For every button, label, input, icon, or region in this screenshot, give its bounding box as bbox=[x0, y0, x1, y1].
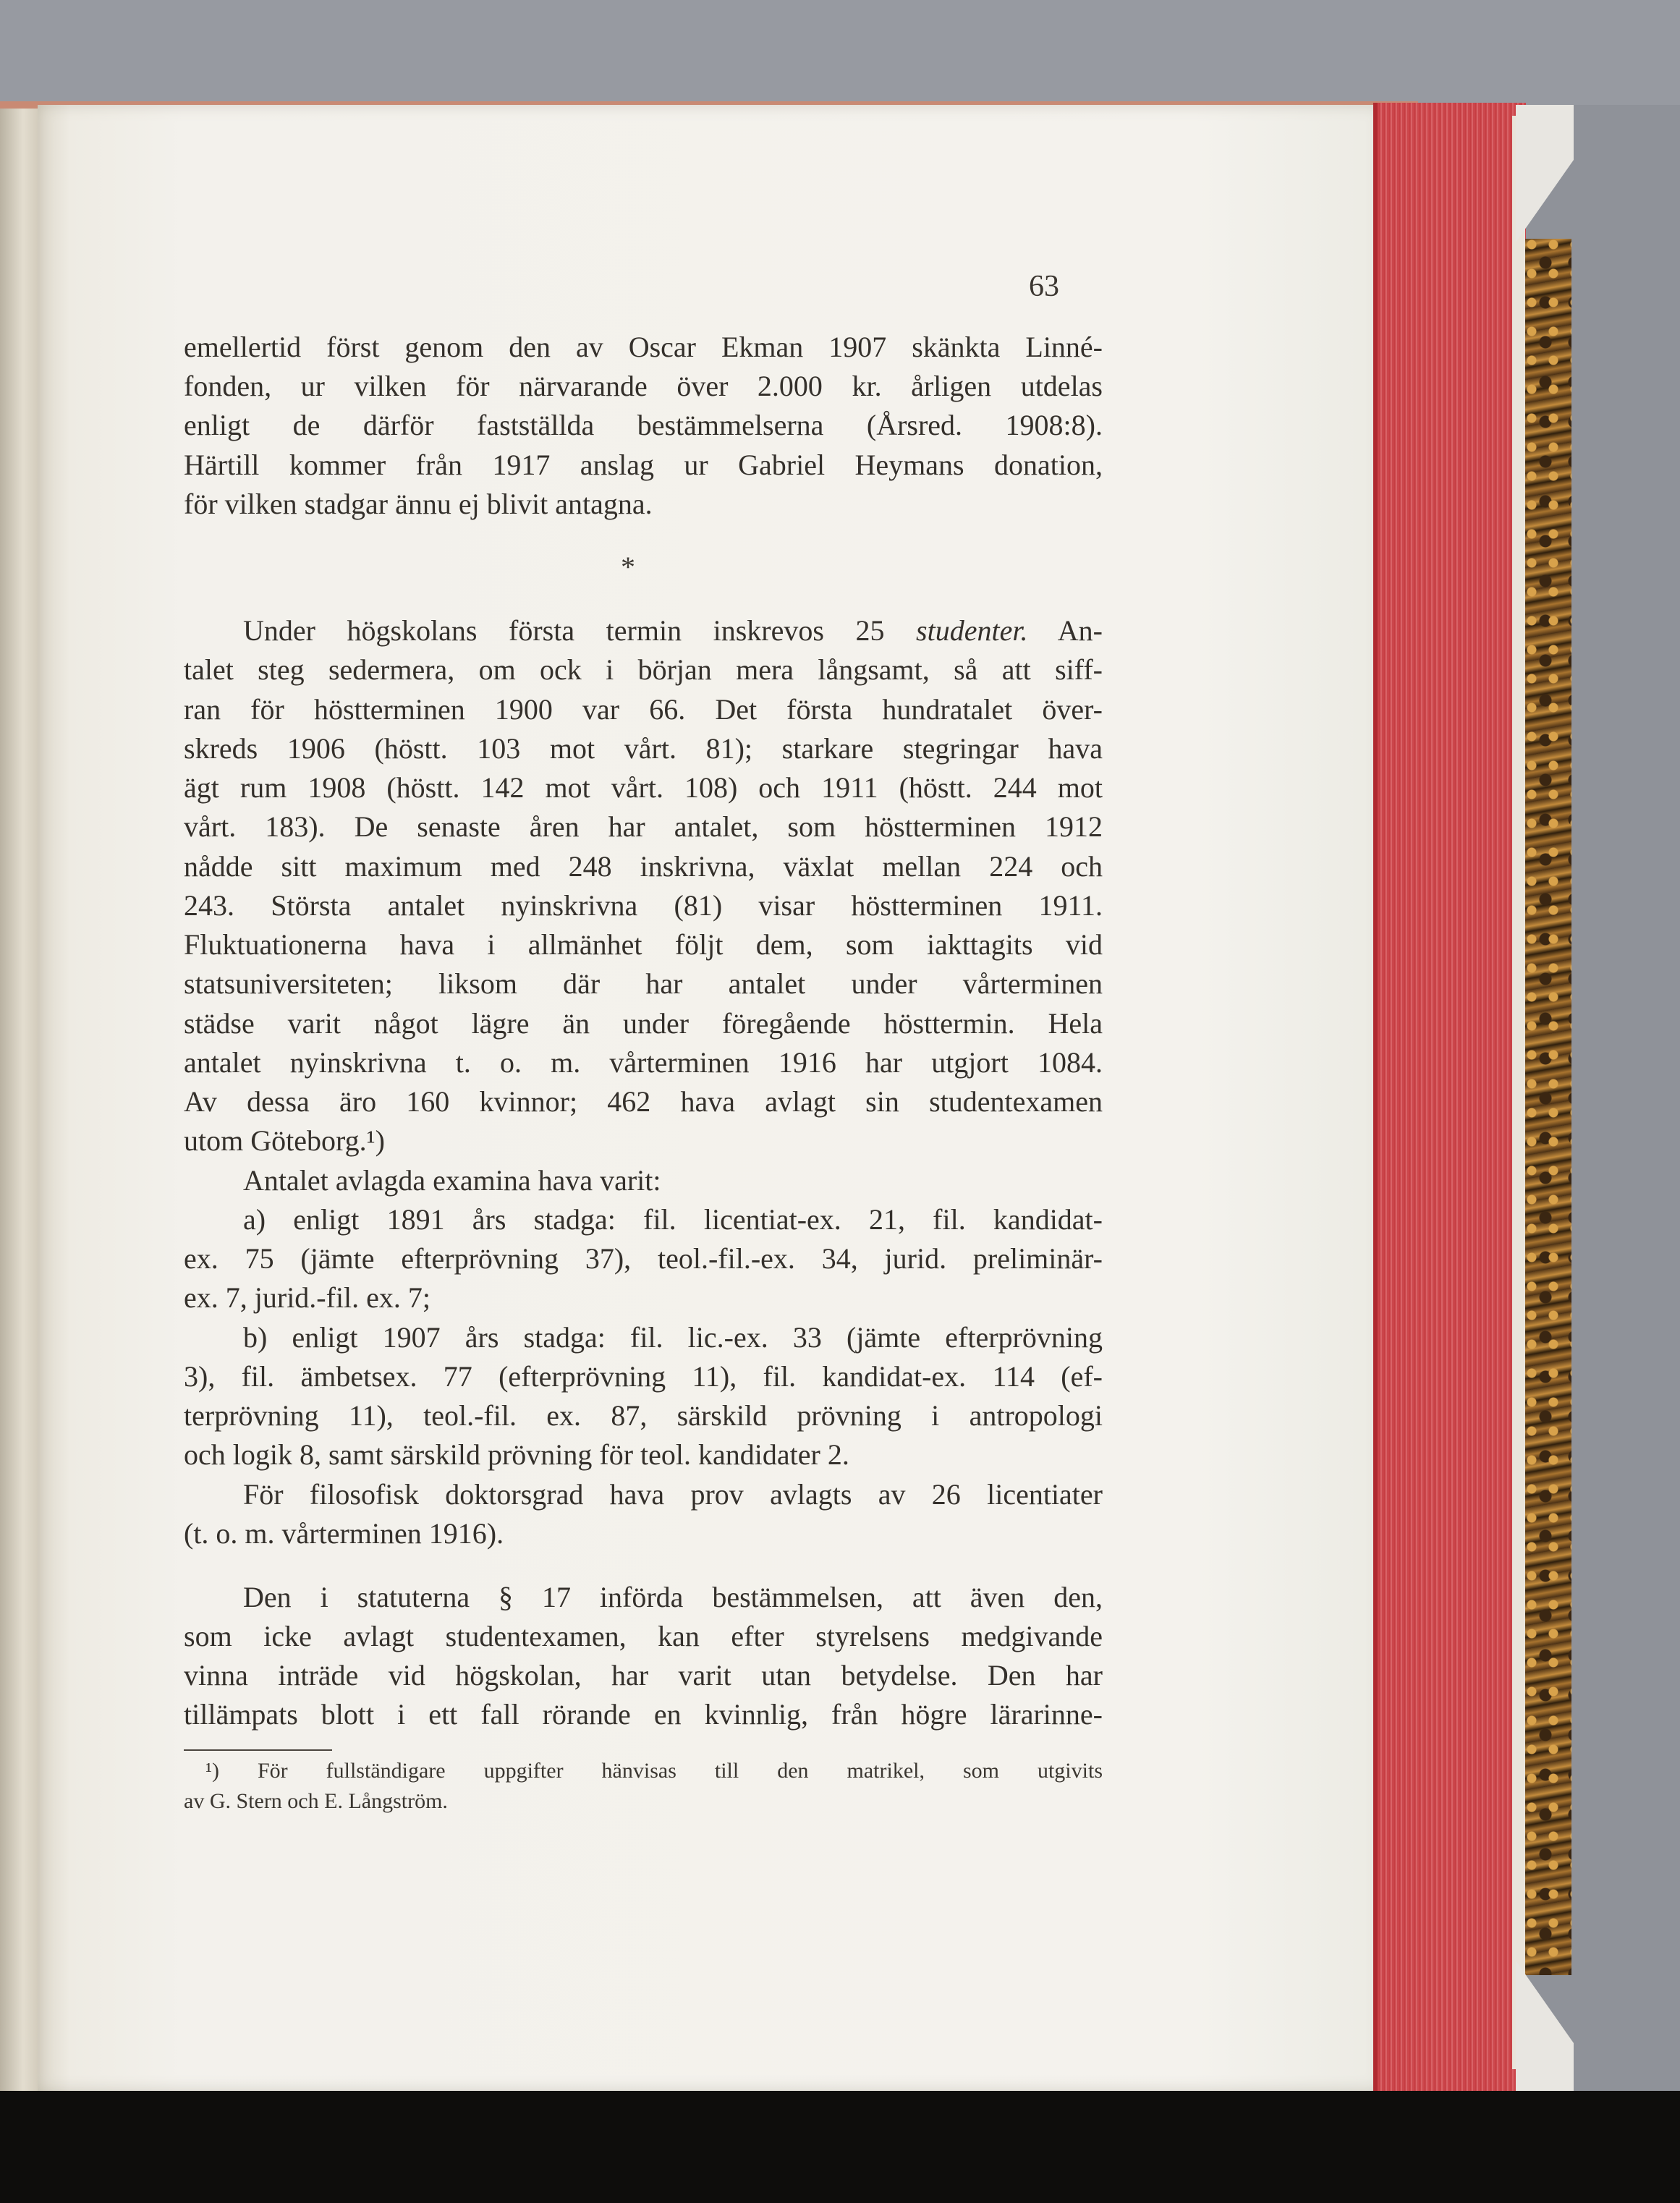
text-line: ran för höstterminen 1900 var 66. Det första hundratalet över- bbox=[184, 693, 1103, 726]
footnote-line: ¹) För fullständigare uppgifter hänvisas till den matrikel, som utgivits bbox=[205, 1759, 1103, 1783]
text-line: och logik 8, samt särskild prövning för teol. kandidater 2. bbox=[184, 1438, 849, 1471]
page-number: 63 bbox=[1029, 270, 1059, 303]
footnote-line: av G. Stern och E. Långström. bbox=[184, 1789, 448, 1813]
text-line: tillämpats blott i ett fall rörande en kvinnlig, från högre lärarinne- bbox=[184, 1698, 1103, 1731]
text-line: Härtill kommer från 1917 anslag ur Gabriel Heymans donation, bbox=[184, 449, 1103, 481]
red-page-edges bbox=[1373, 103, 1526, 2091]
cover-corner-top bbox=[1516, 105, 1574, 242]
text-line: (t. o. m. vårterminen 1916). bbox=[184, 1517, 504, 1550]
text-line: ägt rum 1908 (höstt. 142 mot vårt. 108) och 1911 (höstt. 244 mot bbox=[184, 771, 1103, 804]
cover-corner-bottom bbox=[1516, 1961, 1574, 2098]
text-line: Av dessa äro 160 kvinnor; 462 hava avlagt sin studentexamen bbox=[184, 1085, 1103, 1118]
text-line: som icke avlagt studentexamen, kan efter styrelsens medgivande bbox=[184, 1620, 1103, 1652]
text-line bbox=[243, 612, 1103, 650]
text-line: Antalet avlagda examina hava varit: bbox=[243, 1164, 661, 1197]
text-line: För filosofisk doktorsgrad hava prov avlagts av 26 licentiater bbox=[243, 1478, 1103, 1511]
text-line: 3), fil. ämbetsex. 77 (efterprövning 11), fil. kandidat-ex. 114 (ef- bbox=[184, 1360, 1103, 1393]
text-line: fonden, ur vilken för närvarande över 2.000 kr. årligen utdelas bbox=[184, 370, 1103, 402]
text-line: nådde sitt maximum med 248 inskrivna, växlat mellan 224 och bbox=[184, 850, 1103, 883]
emphasized-word: studenter. bbox=[916, 614, 1028, 647]
text-line: ex. 75 (jämte efterprövning 37), teol.-fil.-ex. 34, jurid. preliminär- bbox=[184, 1242, 1103, 1275]
text-segment: Under högskolans första termin inskrevos 25 bbox=[243, 614, 917, 647]
text-line: Den i statuterna § 17 införda bestämmelsen, att även den, bbox=[243, 1581, 1103, 1613]
text-line: Fluktuationerna hava i allmänhet följt dem, som iakttagits vid bbox=[184, 928, 1103, 961]
text-line: b) enligt 1907 års stadga: fil. lic.-ex. 33 (jämte efterprövning bbox=[243, 1321, 1103, 1354]
text-line: emellertid först genom den av Oscar Ekman 1907 skänkta Linné- bbox=[184, 331, 1103, 363]
footnote-rule bbox=[184, 1749, 332, 1751]
background-bottom bbox=[0, 2091, 1680, 2203]
text-line: vinna inträde vid högskolan, har varit utan betydelse. Den har bbox=[184, 1659, 1103, 1691]
left-page-edge bbox=[0, 109, 42, 2091]
marbled-cover bbox=[1525, 239, 1571, 1975]
text-line: antalet nyinskrivna t. o. m. vårterminen 1916 har utgjort 1084. bbox=[184, 1046, 1103, 1079]
page-block-end bbox=[1512, 116, 1525, 2069]
text-line: a) enligt 1891 års stadga: fil. licentiat-ex. 21, fil. kandidat- bbox=[243, 1203, 1103, 1236]
section-separator: * bbox=[621, 551, 635, 583]
text-line: utom Göteborg.¹) bbox=[184, 1124, 385, 1157]
text-line: statsuniversiteten; liksom där har antalet under vårterminen bbox=[184, 967, 1103, 1000]
text-line: talet steg sedermera, om ock i början mera långsamt, så att siff- bbox=[184, 653, 1103, 686]
text-line: terprövning 11), teol.-fil. ex. 87, särskild prövning i antropologi bbox=[184, 1399, 1103, 1432]
text-line: vårt. 183). De senaste åren har antalet, som höstterminen 1912 bbox=[184, 810, 1103, 843]
text-line: enligt de därför fastställda bestämmelserna (Årsred. 1908:8). bbox=[184, 409, 1103, 441]
text-line: för vilken stadgar ännu ej blivit antagna. bbox=[184, 488, 653, 520]
text-line: ex. 7, jurid.-fil. ex. 7; bbox=[184, 1281, 431, 1314]
text-line: skreds 1906 (höstt. 103 mot vårt. 81); starkare stegringar hava bbox=[184, 732, 1103, 765]
text-line: städse varit något lägre än under föregående hösttermin. Hela bbox=[184, 1007, 1103, 1040]
text-segment: An- bbox=[1027, 614, 1103, 647]
text-line: 243. Största antalet nyinskrivna (81) visar höstterminen 1911. bbox=[184, 889, 1103, 922]
background-top bbox=[0, 0, 1680, 105]
